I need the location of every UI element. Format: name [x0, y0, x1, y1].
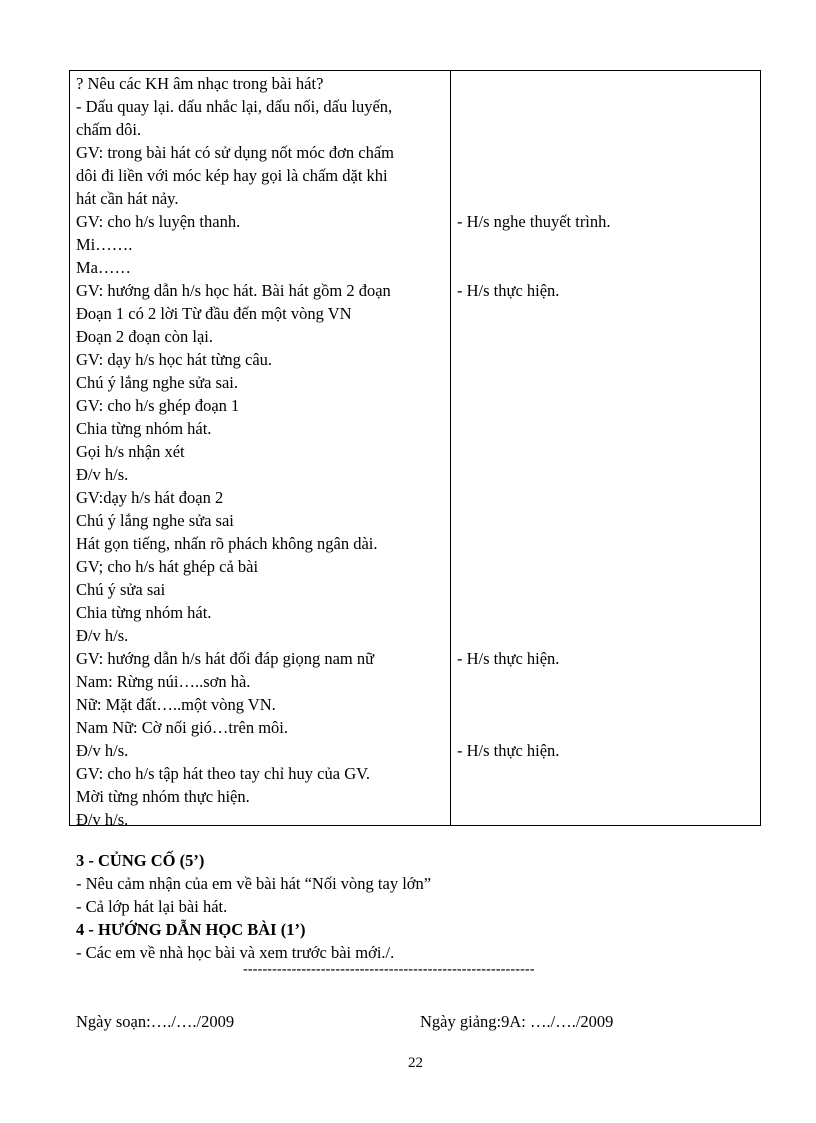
- date-prepared: Ngày soạn:…./…./2009: [76, 1012, 235, 1031]
- teacher-line: Nam Nữ: Cờ nối gió…trên môi.: [76, 718, 288, 737]
- teacher-line: Nữ: Mặt đất…..một vòng VN.: [76, 695, 276, 714]
- column-divider: [450, 71, 451, 825]
- section-4-title: 4 - HƯỚNG DẪN HỌC BÀI (1’): [76, 920, 306, 939]
- teacher-line: GV: hướng dẫn h/s hát đối đáp giọng nam nữ: [76, 649, 375, 668]
- section-4-item: - Các em về nhà học bài và xem trước bài mới./.: [76, 943, 395, 962]
- teacher-line: GV: trong bài hát có sử dụng nốt móc đơn chấm: [76, 143, 394, 162]
- teacher-line: Ma……: [76, 258, 131, 277]
- teacher-line: Đoạn 1 có 2 lời Từ đầu đến một vòng VN: [76, 304, 352, 323]
- teacher-line: Đ/v h/s.: [76, 465, 129, 484]
- date-taught: Ngày giảng:9A: …./…./2009: [420, 1012, 614, 1031]
- teacher-line: Mi…….: [76, 235, 133, 254]
- teacher-line: Đ/v h/s.: [76, 626, 129, 645]
- teacher-line: Mời từng nhóm thực hiện.: [76, 787, 250, 806]
- section-3-item: - Cả lớp hát lại bài hát.: [76, 897, 228, 916]
- teacher-line: Đ/v h/s.: [76, 810, 129, 829]
- teacher-line: - Dấu quay lại. dấu nhắc lại, dấu nối, dấu luyến,: [76, 97, 393, 116]
- section-3-item: - Nêu cảm nhận của em về bài hát “Nối vòng tay lớn”: [76, 874, 432, 893]
- separator-line: ------------------------------------------------------------: [243, 962, 535, 977]
- student-activity: - H/s thực hiện.: [457, 281, 560, 300]
- teacher-line: GV; cho h/s hát ghép cả bài: [76, 557, 259, 576]
- teacher-line: Chú ý lắng nghe sửa sai.: [76, 373, 239, 392]
- lesson-activity-table: [69, 70, 761, 829]
- teacher-line: GV: cho h/s luyện thanh.: [76, 212, 241, 231]
- page-number: 22: [408, 1055, 423, 1071]
- teacher-line: Chú ý sửa sai: [76, 580, 166, 599]
- teacher-line: GV: hướng dẫn h/s học hát. Bài hát gồm 2 đoạn: [76, 281, 391, 300]
- teacher-line: Nam: Rừng núi…..sơn hà.: [76, 672, 251, 691]
- teacher-line: GV: cho h/s tập hát theo tay chỉ huy của GV.: [76, 764, 371, 783]
- section-3-title: 3 - CỦNG CỐ (5’): [76, 851, 205, 870]
- teacher-line: hát cần hát nảy.: [76, 189, 179, 208]
- teacher-line: Hát gọn tiếng, nhấn rõ phách không ngân dài.: [76, 534, 378, 553]
- teacher-line: ? Nêu các KH âm nhạc trong bài hát?: [76, 74, 324, 93]
- teacher-line: Chú ý lắng nghe sửa sai: [76, 511, 234, 530]
- teacher-line: Chia từng nhóm hát.: [76, 419, 212, 438]
- teacher-line: chấm dôi.: [76, 120, 142, 139]
- student-activity: - H/s nghe thuyết trình.: [457, 212, 611, 231]
- teacher-line: dôi đi liền với móc kép hay gọi là chấm dặt khi: [76, 166, 388, 185]
- teacher-line: Đ/v h/s.: [76, 741, 129, 760]
- student-activity: - H/s thực hiện.: [457, 649, 560, 668]
- teacher-line: Gọi h/s nhận xét: [76, 442, 185, 461]
- teacher-line: GV: cho h/s ghép đoạn 1: [76, 396, 240, 415]
- teacher-line: GV:dạy h/s hát đoạn 2: [76, 488, 224, 507]
- teacher-line: GV: dạy h/s học hát từng câu.: [76, 350, 273, 369]
- student-activity: - H/s thực hiện.: [457, 741, 560, 760]
- teacher-line: Chia từng nhóm hát.: [76, 603, 212, 622]
- teacher-line: Đoạn 2 đoạn còn lại.: [76, 327, 214, 346]
